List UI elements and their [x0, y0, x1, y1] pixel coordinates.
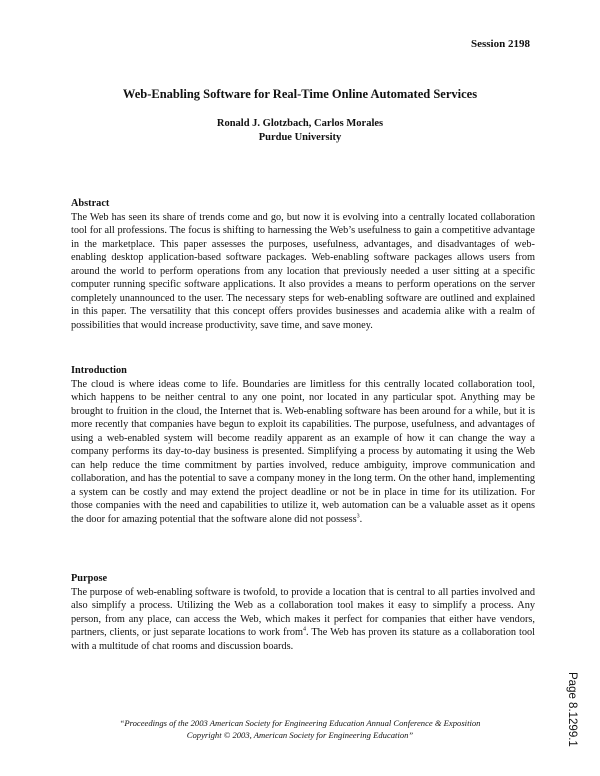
purpose-body-end: . The Web has proven its stature as a collaboration tool with a multitude of chat rooms and discussion boards. — [71, 627, 535, 652]
introduction-end: . — [359, 513, 363, 525]
introduction-body: The cloud is where ideas come to life. Boundaries are limitless for this centrally located collaboration tool, which happens to be neither central to any one point, nor located in any particular spot. Anything may be brought to fruition in the cloud, the Internet that is. Web-enabling software has been around for a while, but it is more recently that companies have begun to exploit its capabilities. The purpose, usefulness, and advantages of using a web-enabled system will become readily apparent as an example of how it can change the way a company performs its day-to-day business is presented. Simplifying a process by automating it using the Web can help reduce the time commitment by parties involved, reduce ambiguity, improve communication and collaboration, and has the potential to save a company money in the long term. On the other hand, implementing a system can be costly and may extend the project deadline or not be in place in time for its utilization. For those companies with the need and capabilities to utilize it, web automation can be a valuable asset as it opens the door for amazing potential that the software alone did not possess — [71, 378, 535, 525]
footer-line-1: “Proceedings of the 2003 American Society for Engineering Education Annual Conference & Exposition — [119, 718, 481, 728]
footer-line-2: Copyright © 2003, American Society for Engineering Education” — [186, 730, 414, 740]
abstract-heading: Abstract — [71, 198, 110, 209]
purpose-body: The purpose of web-enabling software is twofold, to provide a location that is central to all parties involved and also simplify a process. Utilizing the Web as a collaboration tool makes it easy to simplify a process. Any person, from any place, can access the Web, which makes it perfect for companies that either have vendors, partners, clients, or just separate locations to work from — [71, 586, 535, 638]
abstract-text: The Web has seen its share of trends come and go, but now it is evolving into a centrally located collaboration tool for all professions. The focus is shifting to harnessing the Web’s usefulness to gain a competitive advantage in the marketplace. This paper assesses the purposes, usefulness, advantages, and disadvantages of web-enabling desktop application-based software packages. Web-enabling software packages allows users from around the world to perform operations from any location that previously needed a user sitting at a specific computer running specific software applications. It also provides a means to perform operations on the server completely unannounced to the user. The necessary steps for web-enabling software are outlined and explained in this paper. The versatility that this concept offers provides businesses and academia alike with a realm of possibilities that would increase productivity, save time, and save money. — [71, 211, 535, 331]
affiliation: Purdue University — [258, 132, 342, 143]
purpose-heading: Purpose — [71, 573, 108, 584]
purpose-text — [71, 586, 535, 654]
proceedings-footer — [0, 717, 600, 741]
paper-title: Web-Enabling Software for Real-Time Online Automated Services — [122, 87, 478, 101]
reference-marker: 4 — [303, 626, 307, 633]
introduction-text — [71, 378, 535, 527]
introduction-heading: Introduction — [71, 365, 127, 376]
reference-marker: 3 — [356, 513, 360, 520]
introduction-section — [71, 364, 535, 526]
purpose-section — [71, 572, 535, 653]
abstract-section — [71, 197, 535, 332]
page-number: Page 8.1299.1 — [566, 672, 578, 747]
session-number: Session 2198 — [471, 38, 530, 50]
author-block — [0, 117, 600, 145]
authors: Ronald J. Glotzbach, Carlos Morales — [216, 118, 384, 129]
